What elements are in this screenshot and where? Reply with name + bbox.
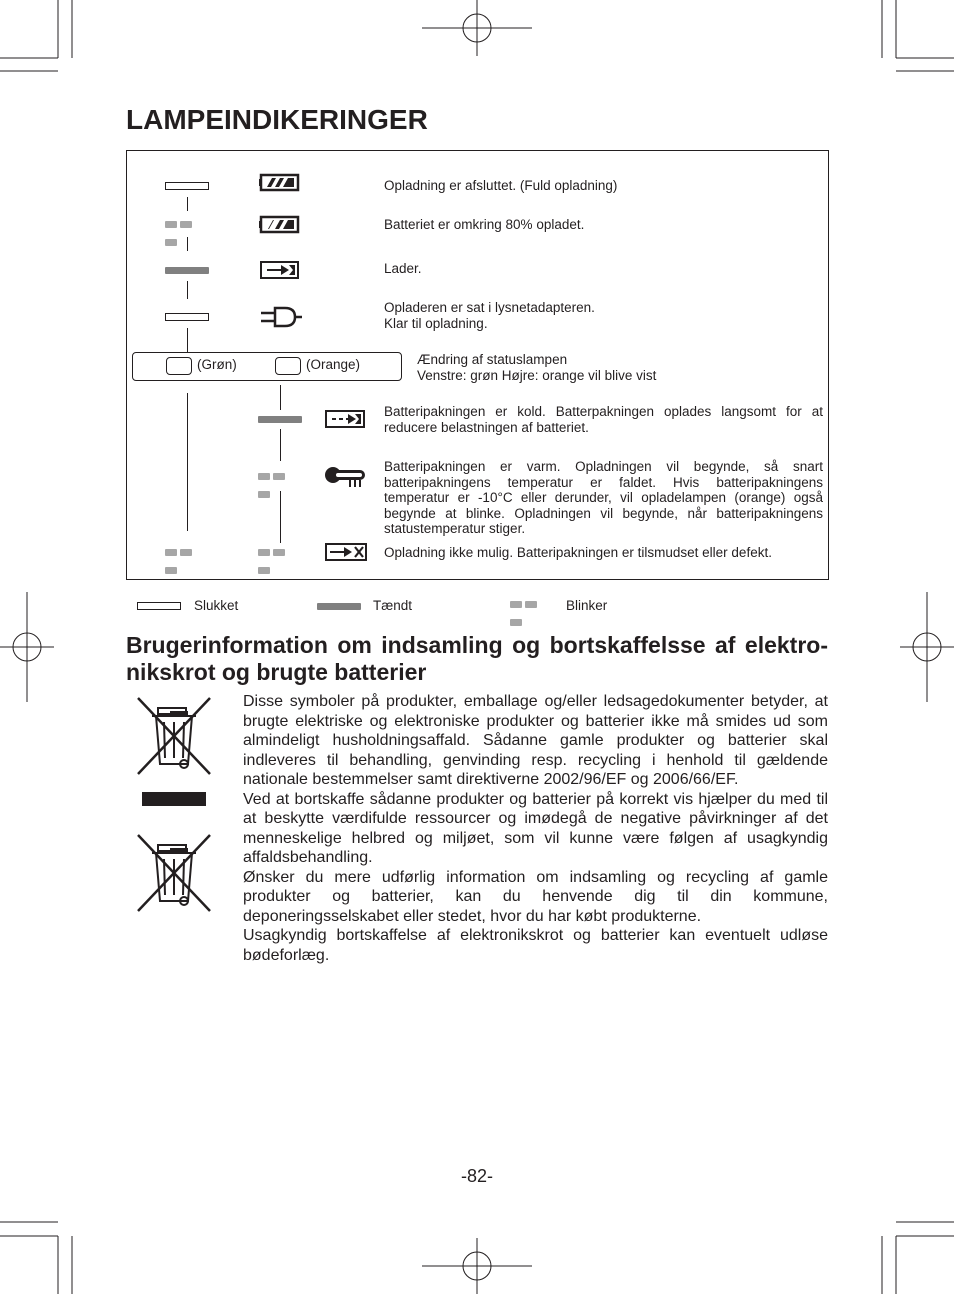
disposal-paragraph: Disse symboler på produkter, emballage og/eller ledsagedokumenter betyder, at brugte elektriske og elektroniske produkter og batterier ikke må smides ud som almindeligt husholdningsaffald. Sådanne gamle produkter og batterier skal indleveres til behandling, genvinding resp. recycling i henhold til gældende nationale bestemmelser samt direktiverne 2002/96/EF og 2006/66/EF. xyxy=(243,693,828,788)
orange-lamp-swatch xyxy=(275,357,301,375)
battery-80-icon xyxy=(259,215,301,235)
timeline-line xyxy=(187,197,188,211)
lamp-off-indicator xyxy=(165,313,209,321)
lamp-on-indicator xyxy=(165,267,209,274)
battery-full-icon xyxy=(259,173,301,193)
key-off-swatch xyxy=(137,602,181,610)
timeline-line xyxy=(280,385,281,410)
thermometer-icon xyxy=(324,462,368,490)
green-lamp-swatch xyxy=(166,357,192,375)
timeline-line xyxy=(280,429,281,461)
disposal-body xyxy=(243,692,828,965)
timeline-line xyxy=(187,237,188,251)
timeline-line xyxy=(187,281,188,299)
timeline-line xyxy=(280,491,281,543)
green-label: (Grøn) xyxy=(197,357,237,372)
lamp-legend-line1: Ændring af statuslampen xyxy=(417,352,568,367)
battery-error-icon xyxy=(324,541,368,563)
key-blink-swatch xyxy=(510,601,554,608)
row-full-text: Opladning er afsluttet. (Fuld opladning) xyxy=(384,178,618,193)
disposal-paragraph: Usagkyndig bortskaffelse af elektronikskrot og batterier kan eventuelt udløse bødeforlæg. xyxy=(243,927,828,964)
key-blink-label: Blinker xyxy=(566,598,608,613)
timeline-line xyxy=(187,328,188,352)
lamp-blink-indicator xyxy=(165,549,209,556)
charging-icon xyxy=(259,259,301,281)
lamp-blink-indicator xyxy=(165,221,209,228)
row-80-text: Batteriet er omkring 80% opladet. xyxy=(384,217,585,232)
timeline-line xyxy=(187,393,188,531)
row-warm-text: Batteripakningen er varm. Opladningen vil begynde, så snart batteripakningens temperatur er faldet. Hvis batteripakningens temperatur er -10°C eller derunder, vil opladelampen (orange) også begynde at blinke. Opladningen vil begynde, når batteripakningens statustemperatur stiger. xyxy=(384,459,823,536)
key-on-swatch xyxy=(317,603,361,610)
row-plug-line1: Opladeren er sat i lysnetadapteren. xyxy=(384,300,595,315)
lamp-blink-indicator xyxy=(258,549,302,556)
disposal-paragraph: Ved at bortskaffe sådanne produkter og batterier på korrekt vis hjælper du med til at beskytte værdifulde ressourcer og imødegå de negative påvirkninger af det menneskelige helbred og miljøet, som vil kunne være følgen af usagkyndig affaldsbehandling. xyxy=(243,790,828,866)
lamp-off-indicator xyxy=(165,182,209,190)
crossed-bin-battery-icon xyxy=(134,831,216,917)
crossed-bin-icon xyxy=(134,694,216,812)
key-off-label: Slukket xyxy=(194,598,239,613)
page-title: LAMPEINDIKERINGER xyxy=(126,104,428,135)
cold-battery-icon xyxy=(324,408,368,430)
orange-label: (Orange) xyxy=(306,357,361,372)
row-plug-text xyxy=(384,300,595,331)
row-error-text: Opladning ikke mulig. Batteripakningen er tilsmudset eller defekt. xyxy=(384,545,772,560)
lamp-legend-line2: Venstre: grøn Højre: orange vil blive vist xyxy=(417,367,657,383)
disposal-paragraph: Ønsker du mere udførlig information om indsamling og recycling af gamle produkter og batterier, kan du henvende dig til din kommune, deponeringsselskabet eller stedet, hvor du har købt produkterne. xyxy=(243,868,828,925)
lamp-on-indicator xyxy=(258,416,302,423)
row-cold-text: Batteripakningen er kold. Batterpakningen oplades langsomt for at reducere belastningen af batteriet. xyxy=(384,404,823,435)
plug-icon xyxy=(259,305,303,329)
lamp-legend-text xyxy=(417,352,656,383)
row-charging-text: Lader. xyxy=(384,261,422,276)
disposal-heading: Brugerinformation om indsamling og bortskaffelsse af elektro-nikskrot og brugte batterier xyxy=(126,632,828,685)
lamp-blink-indicator xyxy=(258,473,302,480)
key-on-label: Tændt xyxy=(373,598,413,613)
row-plug-line2: Klar til opladning. xyxy=(384,315,488,331)
page-number: -82- xyxy=(460,1166,493,1186)
